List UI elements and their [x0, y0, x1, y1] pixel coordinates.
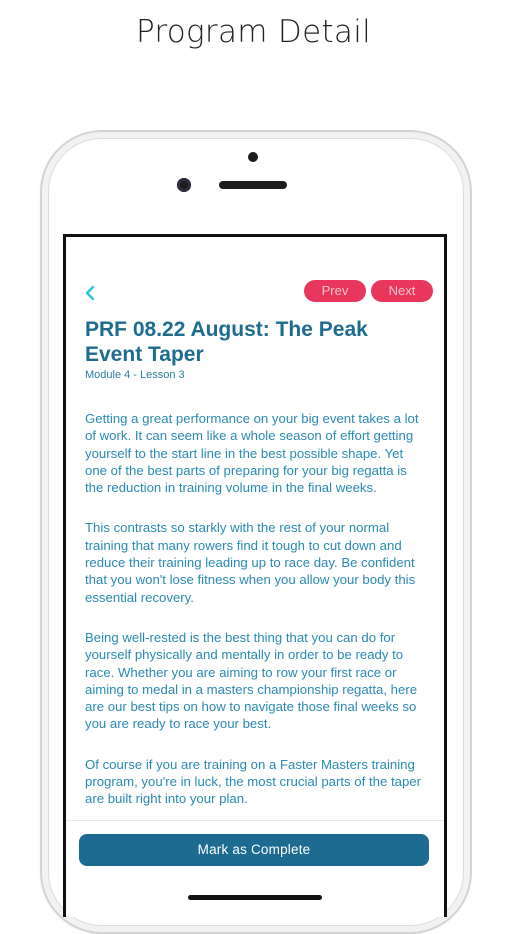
home-indicator[interactable]	[188, 895, 322, 900]
bottom-action-bar	[66, 820, 444, 917]
lesson-paragraph: Getting a great performance on your big event takes a lot of work. It can seem like a whole season of effort getting yourself to the start line in the best possible shape. Yet one of the best parts of preparing for your big regatta is the reduction in training volume in the final weeks.	[85, 411, 419, 496]
lesson-paragraph: Of course if you are training on a Faster Masters training program, you're in luck, the most crucial parts of the taper are built right into your plan.	[85, 756, 422, 807]
lesson-body	[85, 410, 427, 831]
lesson-title: PRF 08.22 August: The Peak Event Taper	[85, 318, 368, 366]
prev-button[interactable]: Prev	[304, 280, 366, 302]
mark-complete-button[interactable]: Mark as Complete	[79, 834, 429, 866]
proximity-sensor	[248, 152, 258, 162]
lesson-meta: Module 4 - Lesson 3	[85, 369, 185, 381]
lesson-paragraph: This contrasts so starkly with the rest of your normal training that many rowers find it tough to cut down and reduce their training leading up to race day. Be confident that you won't lose fitness when you allow your body this essential recovery.	[85, 520, 416, 605]
screenshot-caption: Program Detail	[135, 14, 372, 50]
lesson-paragraph: Being well-rested is the best thing that you can do for yourself physically and mentally in order to be ready to race. Whether you are aiming to row your first race or aiming to medal in a masters championship regatta, here are our best tips on how to navigate those final weeks so you are ready to race your best.	[85, 629, 418, 732]
earpiece-speaker	[219, 181, 287, 189]
app-screen	[63, 234, 447, 917]
next-button[interactable]: Next	[371, 280, 433, 302]
front-camera	[177, 178, 191, 192]
chevron-left-icon	[80, 281, 104, 305]
back-button[interactable]	[80, 281, 104, 305]
